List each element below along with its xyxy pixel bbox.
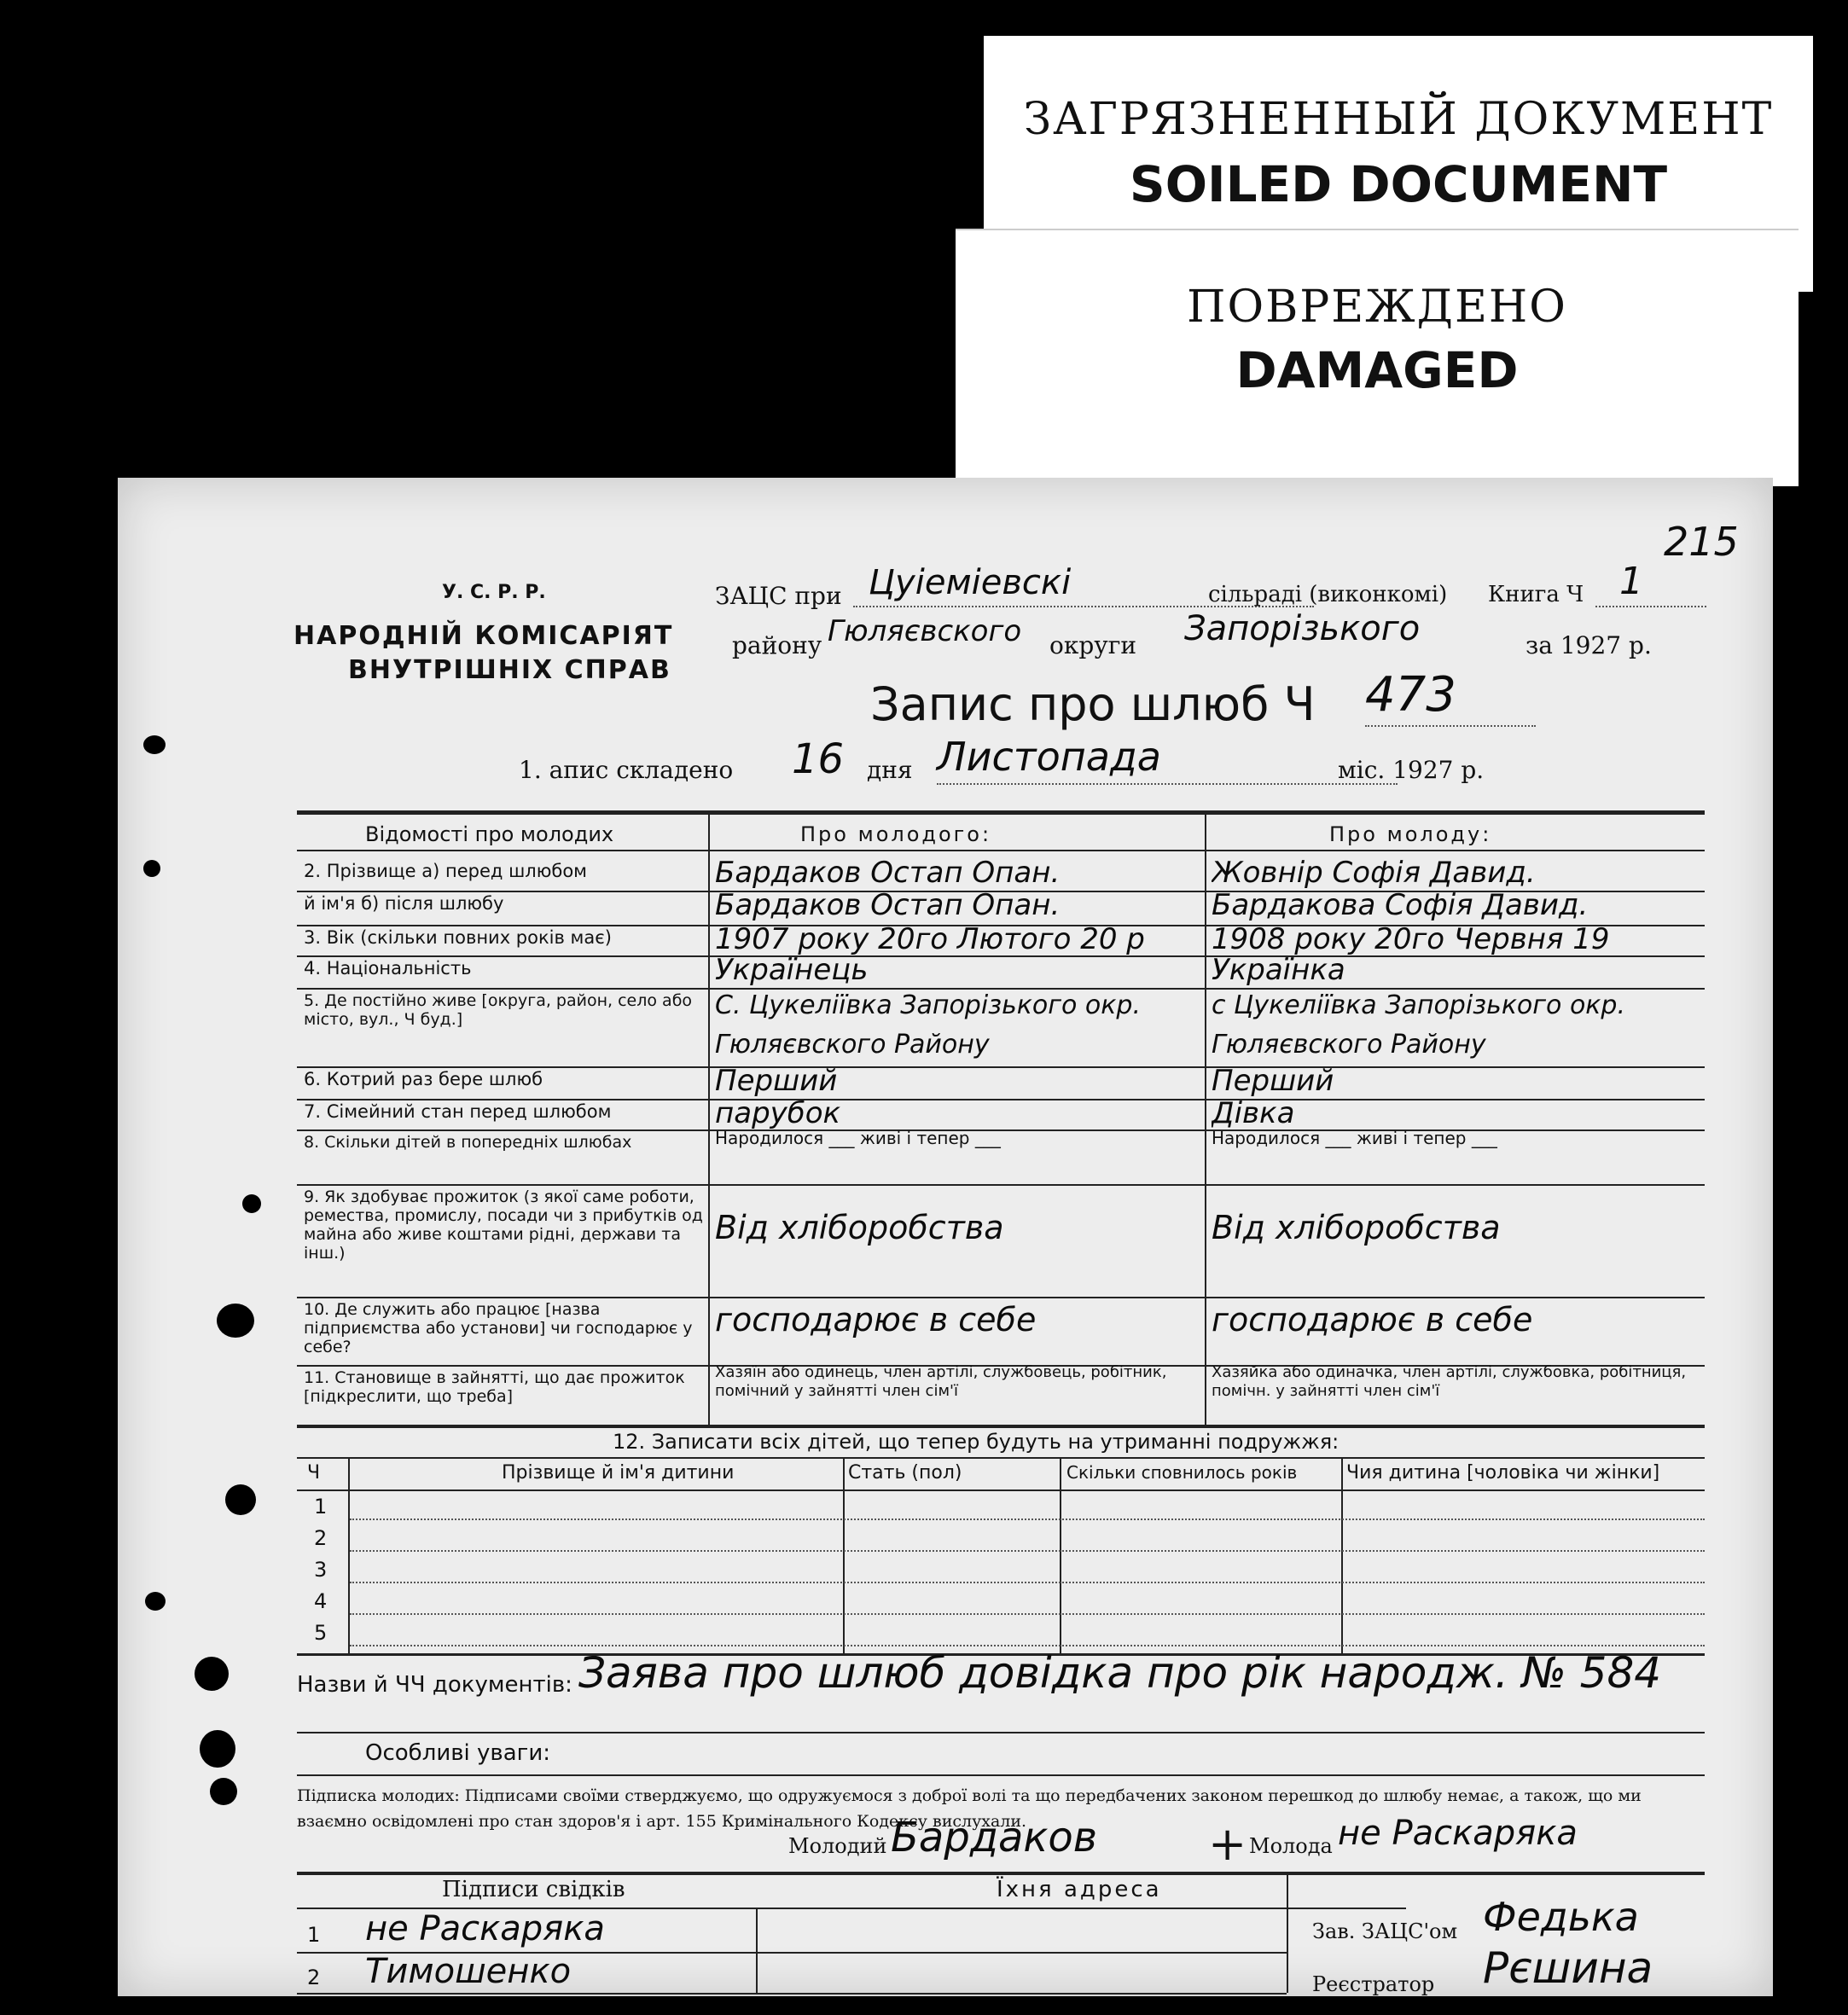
- punch-hole: [200, 1730, 235, 1768]
- child-row-number: 3: [314, 1558, 328, 1582]
- groom-value: С. Цукеліївка Запорізького окр. Гюляєвского Району: [715, 990, 1141, 1060]
- commissariat-line1: НАРОДНІЙ КОМІСАРІЯТ: [293, 621, 674, 651]
- column-rule: [1341, 1459, 1343, 1653]
- punch-hole: [242, 1194, 261, 1213]
- groom-value: Українець: [715, 954, 869, 986]
- groom-value: парубок: [715, 1097, 841, 1129]
- okrug: Запорізького: [1184, 609, 1421, 648]
- cross-mark: +: [1208, 1817, 1247, 1871]
- record-year: міс. 1927 р.: [1338, 756, 1485, 784]
- row-rule: [297, 1297, 1705, 1298]
- groom-value: Бардаков Остап Опан.: [715, 857, 1061, 889]
- children-header: Скільки сповнилось років: [1066, 1462, 1298, 1483]
- okrug-label: округи: [1049, 631, 1137, 659]
- bride-value: с Цукеліївка Запорізького окр. Гюляєвского Району: [1212, 990, 1625, 1060]
- district-label: району: [732, 631, 822, 659]
- groom-value: Від хліборобства: [715, 1210, 1004, 1246]
- groom-value: Перший: [715, 1065, 838, 1097]
- district: Гюляєвского: [828, 614, 1022, 648]
- punch-hole: [143, 735, 166, 754]
- punch-hole: [225, 1484, 256, 1515]
- groom-value: господарює в себе: [715, 1302, 1037, 1338]
- dotted-line: [350, 1645, 1705, 1646]
- commissariat-line2: ВНУТРІШНІХ СПРАВ: [348, 655, 671, 685]
- bride-value: Від хліборобства: [1212, 1210, 1501, 1246]
- row-label: 5. Де постійно живе [округа, район, село або місто, вул., Ч буд.]: [304, 991, 693, 1029]
- child-row-number: 5: [314, 1621, 328, 1645]
- registrar-label: Реєстратор: [1312, 1972, 1435, 1996]
- documents-value: Заява про шлюб довідка про рік народж. № 584: [578, 1648, 1662, 1698]
- soiled-ru: ЗАГРЯЗНЕННЫЙ ДОКУМЕНТ: [1023, 94, 1774, 145]
- column-rule: [1060, 1459, 1061, 1653]
- year-label: за 1927 р.: [1525, 631, 1652, 659]
- punch-hole: [210, 1778, 237, 1805]
- record-label: 1. апис складено: [519, 756, 734, 784]
- row-rule: [297, 1732, 1705, 1733]
- row-rule: [297, 1993, 1287, 1995]
- day-word: дня: [867, 756, 913, 784]
- column-rule: [1287, 1873, 1288, 1993]
- page-number: 215: [1664, 519, 1739, 565]
- row-rule: [297, 1774, 1705, 1776]
- soiled-en: SOILED DOCUMENT: [1129, 155, 1668, 213]
- row-label: 9. Як здобуває прожиток (з якої саме роботи, ремества, промислу, посади чи з прибутків од майна або живе коштами рідні, держави та інш.): [304, 1188, 703, 1263]
- row-rule: [297, 1489, 1705, 1491]
- damaged-ua: ПОВРЕЖДЕНО: [1187, 282, 1567, 333]
- row-rule: [297, 1872, 1705, 1875]
- column-rule: [1205, 812, 1206, 1426]
- bride-value: Бардакова Софія Давид.: [1212, 889, 1589, 921]
- witness-number: 1: [307, 1923, 321, 1947]
- table-top-rule: [297, 810, 1705, 815]
- bride-value: Народилося ___ живі і тепер ___: [1212, 1128, 1497, 1148]
- row-rule: [297, 1457, 1705, 1459]
- dotted-line: [350, 1613, 1705, 1615]
- children-header: Стать (пол): [848, 1462, 962, 1484]
- record-title: Запис про шлюб Ч: [870, 677, 1316, 731]
- bride-value: Українка: [1212, 954, 1345, 986]
- row-label: 8. Скільки дітей в попередніх шлюбах: [304, 1133, 632, 1152]
- bride-signature: не Раскарякa: [1338, 1814, 1578, 1853]
- record-number: 473: [1365, 667, 1456, 723]
- groom-signature: Бардаков: [891, 1814, 1098, 1861]
- documents-label: Назви й ЧЧ документів:: [297, 1672, 572, 1698]
- row-label: й ім'я б) після шлюбу: [304, 893, 504, 914]
- col-left-header: Відомості про молодих: [365, 822, 614, 846]
- column-rule: [348, 1459, 350, 1653]
- address-label: Їхня адреса: [997, 1877, 1162, 1902]
- dotted-line: [350, 1519, 1705, 1520]
- row-rule: [297, 1184, 1705, 1186]
- row-label: 11. Становище в зайнятті, що дає прожиток [підкреслити, що треба]: [304, 1368, 685, 1406]
- col-bride-header: Про молоду:: [1329, 822, 1492, 846]
- groom-value: Хазяїн або одинець, член артілі, службовець, робітник, помічний у зайнятті член сім'ї: [715, 1363, 1167, 1400]
- groom-value: Народилося ___ живі і тепер ___: [715, 1128, 1001, 1148]
- col-groom-header: Про молодого:: [800, 822, 992, 846]
- row-label: 6. Котрий раз бере шлюб: [304, 1069, 543, 1089]
- child-row-number: 1: [314, 1495, 328, 1519]
- ussr-label: У. С. Р. Р.: [442, 582, 546, 603]
- row-label: 2. Прізвище а) перед шлюбом: [304, 861, 588, 881]
- child-row-number: 2: [314, 1526, 328, 1550]
- children-header: Ч: [307, 1462, 321, 1484]
- zags-village: Цуіеміевскі: [869, 563, 1072, 602]
- witness-signature: не Раскарякa: [365, 1909, 605, 1948]
- row-rule: [297, 1425, 1705, 1428]
- row-label: 7. Сімейний стан перед шлюбом: [304, 1101, 612, 1122]
- column-rule: [843, 1459, 845, 1653]
- council-label: сільраді (виконкомі): [1208, 582, 1448, 607]
- column-rule: [756, 1908, 758, 1993]
- groom-signature-label: Молодий: [788, 1834, 887, 1858]
- damaged-stamp: [956, 230, 1799, 486]
- row-label: 10. Де служить або працює [назва підприємства або установи] чи господарює у себе?: [304, 1300, 693, 1356]
- column-rule: [708, 812, 710, 1426]
- dotted-line: [937, 783, 1398, 785]
- dotted-line: [350, 1582, 1705, 1583]
- dotted-line: [350, 1550, 1705, 1552]
- bride-value: Хазяйка або одиначка, член артілі, службовка, робітниця, помічн. у зайнятті член сім'ї: [1212, 1363, 1687, 1400]
- children-header: Прізвище й ім'я дитини: [502, 1462, 735, 1484]
- witness-number: 2: [307, 1966, 321, 1989]
- zags-prefix: ЗАЦС при: [715, 582, 842, 610]
- record-month: Листопада: [937, 734, 1161, 780]
- punch-hole: [143, 860, 160, 877]
- bride-value: Жовнір Софія Давид.: [1212, 857, 1536, 889]
- bride-value: 1908 року 20го Червня 19: [1212, 923, 1610, 955]
- children-title: 12. Записати всіх дітей, що тепер будуть на утриманні подружжя:: [613, 1430, 1340, 1454]
- witness-signature: Тимошенко: [365, 1952, 572, 1991]
- dotted-line: [1365, 725, 1536, 727]
- row-label: 3. Вік (скільки повних років має): [304, 927, 612, 948]
- head-signature: Федька: [1483, 1894, 1639, 1940]
- row-rule: [297, 850, 1705, 851]
- registrar-signature: Рєшина: [1483, 1943, 1653, 1993]
- row-label: 4. Національність: [304, 958, 472, 978]
- declaration: Підписка молодих: Підписами своїми стверджуємо, що одружуємося з доброї волі та що передбачених законом перешкод до шлюбу немає, а також, що ми взаємно освідомлені про стан здоров'я і арт. 155 Кримінального Кодексу вислухали.: [297, 1786, 1642, 1831]
- notes-label: Особливі уваги:: [365, 1740, 550, 1766]
- marriage-form: [118, 478, 1773, 1996]
- groom-value: Бардаков Остап Опан.: [715, 889, 1061, 921]
- groom-value: 1907 року 20го Лютого 20 р: [715, 923, 1145, 955]
- book-number: 1: [1619, 560, 1643, 603]
- punch-hole: [217, 1304, 254, 1338]
- record-day: 16: [792, 735, 845, 783]
- children-header: Чия дитина [чоловіка чи жінки]: [1346, 1462, 1660, 1484]
- head-label: Зав. ЗАЦС'ом: [1312, 1919, 1458, 1943]
- bride-value: Перший: [1212, 1065, 1334, 1097]
- punch-hole: [145, 1592, 166, 1611]
- bride-value: господарює в себе: [1212, 1302, 1533, 1338]
- child-row-number: 4: [314, 1589, 328, 1613]
- bride-value: Дівка: [1212, 1097, 1295, 1129]
- dotted-line: [1595, 606, 1706, 607]
- damaged-en: DAMAGED: [1235, 341, 1519, 399]
- bride-signature-label: Молода: [1249, 1834, 1333, 1858]
- punch-hole: [195, 1657, 229, 1691]
- book-label: Книга Ч: [1488, 582, 1584, 607]
- witnesses-label: Підписи свідків: [442, 1877, 625, 1902]
